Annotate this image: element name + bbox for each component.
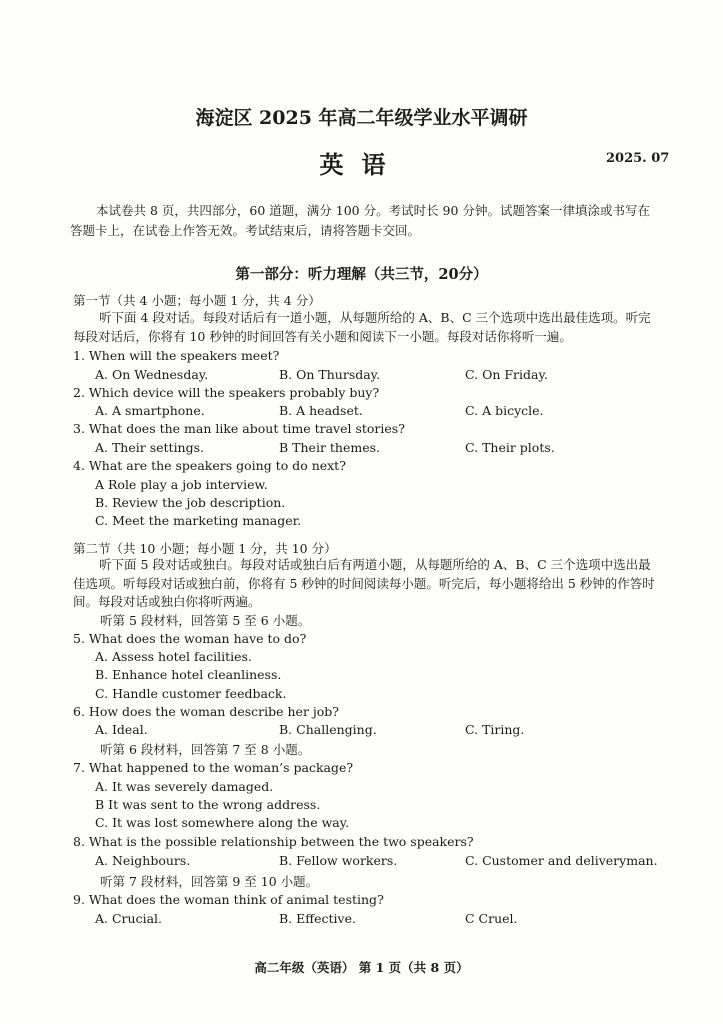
option-b: B. Fellow workers. — [279, 853, 398, 868]
question — [73, 348, 279, 363]
question — [73, 704, 339, 719]
question-text: What are the speakers going to do next? — [88, 458, 346, 473]
exam-instructions: 本试卷共 8 页，共四部分，60 道题，满分 100 分。考试时长 90 分钟。试题答案一律填涂或书写在答题卡上，在试卷上作答无效。考试结束后，请将答题卡交回。 — [70, 203, 650, 238]
section-instructions: 听下面 5 段对话或独白。每段对话或独白后有两道小题，从每题所给的 A、B、C 三个选项中选出最佳选项。听每段对话或独白前，你将有 5 秒钟的时间阅读每小题。听完后，每小题将给出 5 秒钟的作答时间。每段对话或独白你将听两遍。 — [73, 557, 655, 609]
question — [73, 760, 353, 775]
question-text: Which device will the speakers probably buy? — [88, 385, 380, 400]
question-number: 2. — [73, 385, 85, 400]
option-b: B. Review the job description. — [95, 495, 286, 510]
section-instructions: 听下面 4 段对话。每段对话后有一道小题，从每题所给的 A、B、C 三个选项中选出最佳选项。听完每段对话后，你将有 10 秒钟的时间回答有关小题和阅读下一小题。每段对话你将听一遍。 — [73, 310, 651, 344]
exam-title: 海淀区 2025 年高二年级学业水平调研 — [195, 107, 528, 129]
option-a: A. On Wednesday. — [95, 367, 209, 382]
option-a: A. Ideal. — [95, 722, 148, 737]
question — [73, 385, 379, 400]
question — [73, 458, 346, 473]
option-c: C. Tiring. — [465, 722, 525, 737]
option-b: B Their themes. — [279, 440, 381, 455]
option-b: B. Challenging. — [279, 722, 377, 737]
option-b: B. On Thursday. — [279, 367, 381, 382]
question-number: 6. — [73, 704, 85, 719]
question — [73, 421, 405, 436]
question-number: 5. — [73, 631, 85, 646]
material-note: 听第 7 段材料，回答第 9 至 10 小题。 — [100, 874, 319, 889]
option-b: B. Effective. — [279, 911, 356, 926]
option-c: C. It was lost somewhere along the way. — [95, 815, 350, 830]
question-text: What happened to the woman’s package? — [88, 760, 354, 775]
page-footer: 高二年级（英语） 第 1 页（共 8 页） — [254, 960, 469, 975]
question-text: When will the speakers meet? — [88, 348, 280, 363]
material-note: 听第 5 段材料，回答第 5 至 6 小题。 — [100, 613, 311, 628]
option-c: C. A bicycle. — [465, 403, 544, 418]
question-number: 7. — [73, 760, 85, 775]
question — [73, 631, 306, 646]
exam-date: 2025. 07 — [606, 151, 670, 166]
option-b: B. Enhance hotel cleanliness. — [95, 667, 282, 682]
option-a: A. It was severely damaged. — [95, 779, 274, 794]
question-text: What is the possible relationship between the two speakers? — [88, 834, 474, 849]
option-a: A. Their settings. — [95, 440, 205, 455]
question-number: 4. — [73, 458, 85, 473]
question — [73, 834, 474, 849]
subject-title: 英语 — [319, 150, 404, 179]
option-c: C. Handle customer feedback. — [95, 686, 287, 701]
option-c: C. Meet the marketing manager. — [95, 513, 302, 528]
question-text: What does the woman have to do? — [88, 631, 307, 646]
question — [73, 892, 384, 907]
option-c: C. On Friday. — [465, 367, 548, 382]
section-heading: 第一节（共 4 小题；每小题 1 分，共 4 分） — [73, 293, 321, 308]
option-b: B It was sent to the wrong address. — [95, 797, 321, 812]
option-a: A. Neighbours. — [95, 853, 191, 868]
part-heading: 第一部分：听力理解（共三节，20分） — [235, 266, 488, 283]
question-number: 1. — [73, 348, 85, 363]
option-a: A. Assess hotel facilities. — [95, 649, 252, 664]
material-note: 听第 6 段材料，回答第 7 至 8 小题。 — [100, 742, 311, 757]
option-a: A. Crucial. — [95, 911, 162, 926]
option-c: C. Customer and deliveryman. — [465, 853, 658, 868]
section-heading: 第二节（共 10 小题；每小题 1 分，共 10 分） — [73, 541, 337, 556]
question-number: 8. — [73, 834, 85, 849]
question-number: 9. — [73, 892, 85, 907]
option-a: A. A smartphone. — [95, 403, 205, 418]
option-a: A Role play a job interview. — [95, 477, 268, 492]
option-c: C Cruel. — [465, 911, 518, 926]
option-c: C. Their plots. — [465, 440, 555, 455]
question-text: How does the woman describe her job? — [88, 704, 339, 719]
option-b: B. A headset. — [279, 403, 363, 418]
question-number: 3. — [73, 421, 85, 436]
question-text: What does the woman think of animal testing? — [88, 892, 384, 907]
question-text: What does the man like about time travel stories? — [88, 421, 405, 436]
